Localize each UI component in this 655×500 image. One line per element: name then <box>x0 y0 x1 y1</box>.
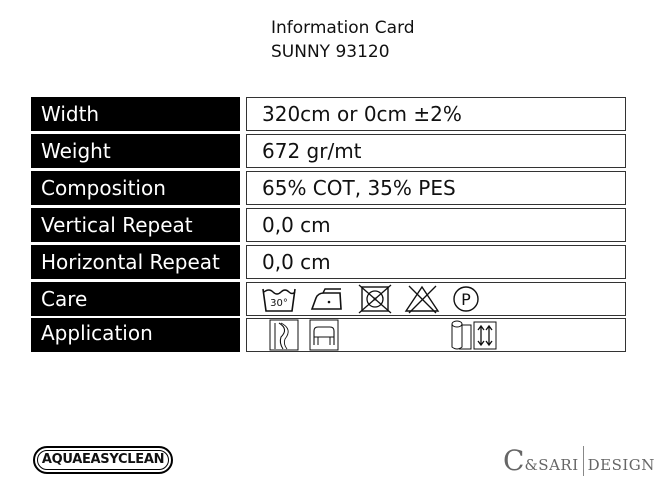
card-title: Information Card <box>271 18 415 38</box>
row-value: 320cm or 0cm ±2% <box>246 97 626 131</box>
vertical-arrows-icon <box>473 319 497 351</box>
row-label: Width <box>31 97 240 131</box>
no-tumble-dry-icon <box>357 284 393 314</box>
brand-c: C <box>503 444 525 477</box>
row-label: Composition <box>31 171 240 205</box>
row-label: Application <box>31 318 240 352</box>
brand-divider <box>583 446 584 476</box>
no-bleach-icon <box>403 284 441 314</box>
iron-low-icon <box>309 284 345 314</box>
row-label: Horizontal Repeat <box>31 245 240 279</box>
dryclean-letter: P <box>461 290 471 309</box>
brand-sari: &SARI <box>524 456 579 474</box>
wash-temp: 30° <box>270 298 288 309</box>
dry-clean-p-icon <box>451 284 481 314</box>
cesari-design-logo <box>503 446 655 476</box>
brand-design: DESIGN <box>587 456 655 474</box>
aquaeasyclean-logo-text: AQUAEASYCLEAN <box>41 452 165 467</box>
wash-30-icon <box>261 284 297 314</box>
fabric-roll-icon <box>447 319 473 351</box>
card-subtitle: SUNNY 93120 <box>271 42 390 62</box>
row-value: 0,0 cm <box>246 245 626 279</box>
row-application <box>31 318 626 352</box>
row-label: Care <box>31 282 240 316</box>
row-care <box>31 282 626 316</box>
row-horizontal-repeat <box>31 245 626 279</box>
row-value: 65% COT, 35% PES <box>246 171 626 205</box>
row-value: 0,0 cm <box>246 208 626 242</box>
row-vertical-repeat <box>31 208 626 242</box>
row-value: 672 gr/mt <box>246 134 626 168</box>
row-label: Vertical Repeat <box>31 208 240 242</box>
title-block <box>271 16 415 64</box>
row-weight <box>31 134 626 168</box>
row-width <box>31 97 626 131</box>
upholstery-chair-icon <box>309 319 339 351</box>
application-icons <box>246 318 626 352</box>
row-composition <box>31 171 626 205</box>
row-label: Weight <box>31 134 240 168</box>
care-icons <box>246 282 626 316</box>
curtain-icon <box>269 319 299 351</box>
aquaeasyclean-logo <box>33 446 173 474</box>
